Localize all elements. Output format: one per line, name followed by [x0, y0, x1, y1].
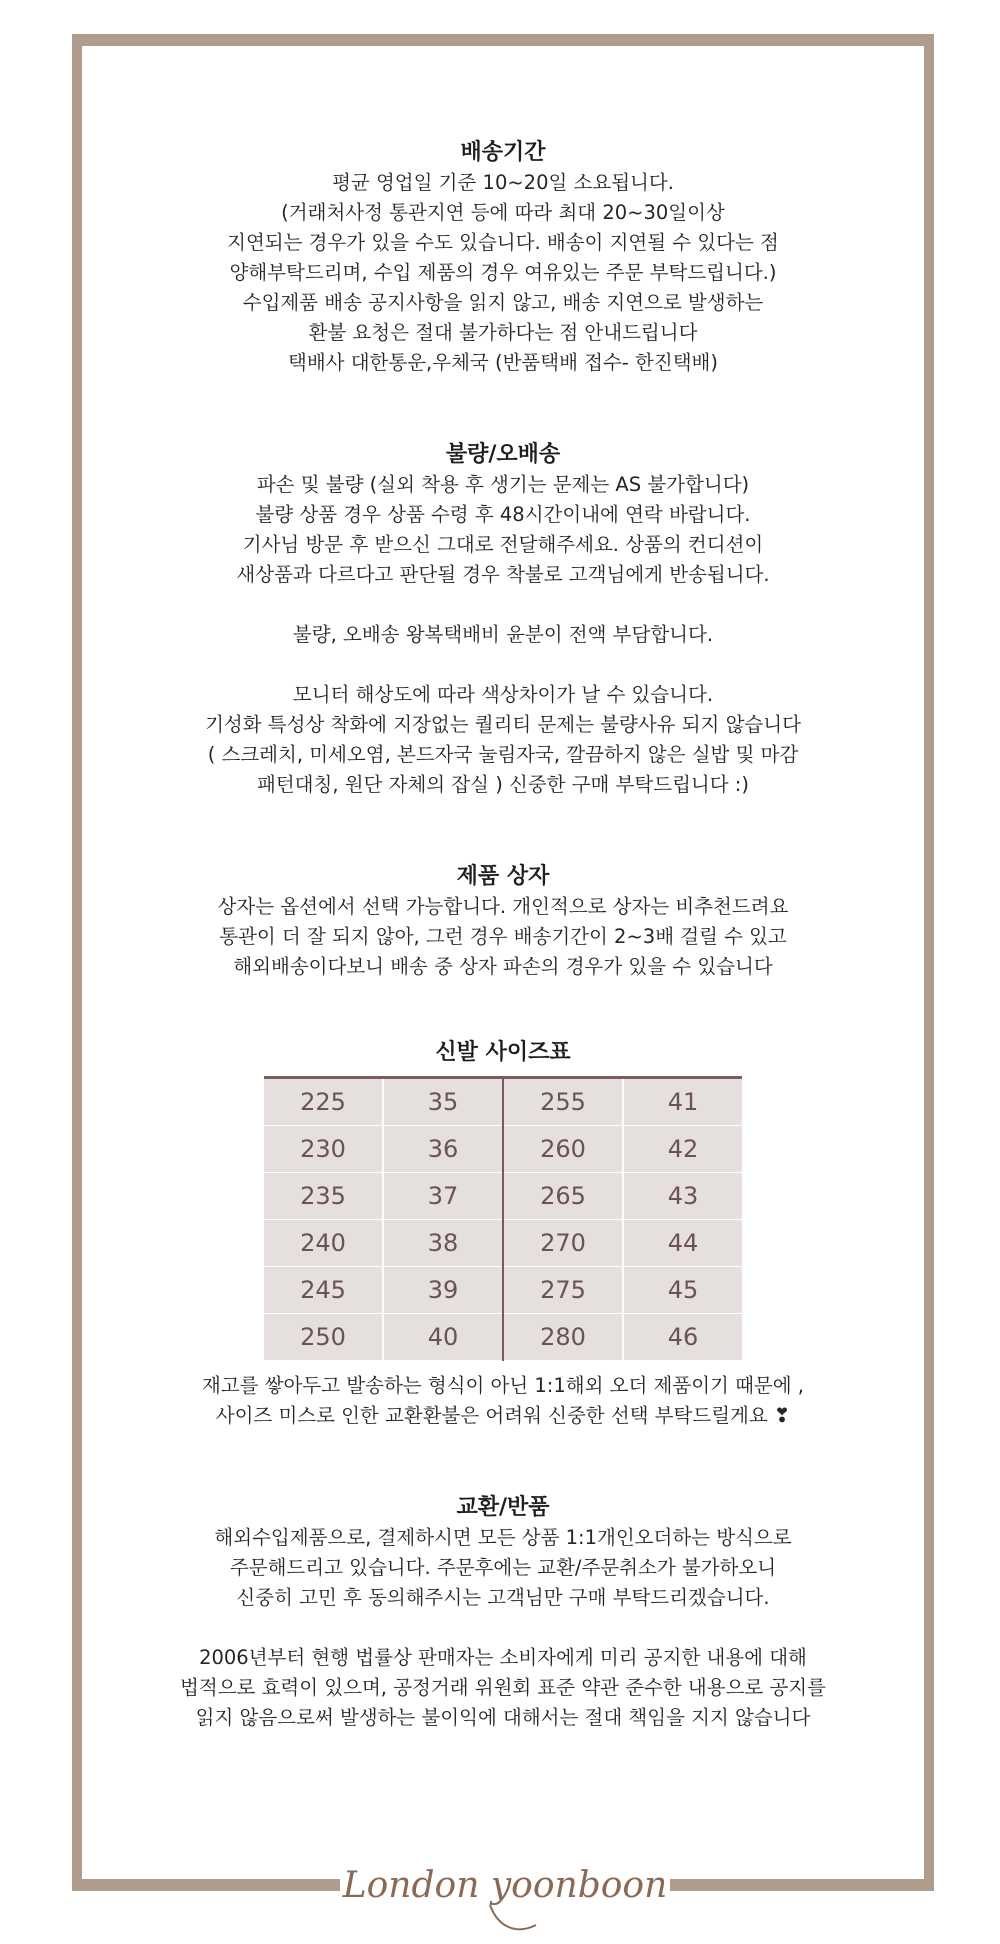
defect-section [82, 440, 924, 800]
size-row [264, 1220, 742, 1267]
size-row [264, 1314, 742, 1361]
defect-line: 기사님 방문 후 받으신 그대로 전달해주세요. 상품의 컨디션이 [242, 533, 764, 556]
box-line: 상자는 옵션에서 선택 가능합니다. 개인적으로 상자는 비추천드려요 [217, 895, 789, 918]
size-cell-kr: 265 [503, 1173, 623, 1220]
size-cell-eu: 35 [383, 1078, 503, 1126]
size-cell-eu: 45 [623, 1267, 742, 1314]
shipping-line: (거래처사정 통관지연 등에 따라 최대 20~30일이상 [281, 201, 725, 224]
frame-bottom-line-right [670, 1879, 934, 1891]
size-cell-eu: 39 [383, 1267, 503, 1314]
shipping-line: 환불 요청은 절대 불가하다는 점 안내드립니다 [308, 321, 698, 344]
exchange-section [82, 1493, 924, 1733]
size-cell-eu: 37 [383, 1173, 503, 1220]
defect-line: 파손 및 불량 (실외 착용 후 생기는 문제는 AS 불가합니다) [256, 473, 750, 496]
frame-bottom-line-left [72, 1879, 340, 1891]
size-cell-kr: 270 [503, 1220, 623, 1267]
box-title: 제품 상자 [456, 864, 550, 889]
size-cell-kr: 280 [503, 1314, 623, 1361]
exchange-line: 주문해드리고 있습니다. 주문후에는 교환/주문취소가 불가하오니 [229, 1556, 777, 1579]
defect-note-line: ( 스크레치, 미세오염, 본드자국 눌림자국, 깔끔하지 않은 실밥 및 마감 [207, 743, 799, 766]
box-section [82, 862, 924, 982]
shipping-title: 배송기간 [460, 140, 546, 165]
legal-notice-line: 읽지 않음으로써 발생하는 불이익에 대해서는 절대 책임을 지지 않습니다 [195, 1706, 811, 1729]
size-cell-eu: 40 [383, 1314, 503, 1361]
exchange-title: 교환/반품 [456, 1495, 550, 1520]
exchange-line: 해외수입제품으로, 결제하시면 모든 상품 1:1개인오더하는 방식으로 [214, 1526, 792, 1549]
brand-signature-logo [340, 1845, 670, 1940]
size-note-line: 사이즈 미스로 인한 교환환불은 어려워 신중한 선택 부탁드릴게요 ❣ [215, 1404, 791, 1427]
defect-note-line: 패턴대칭, 원단 자체의 잡실 ) 신중한 구매 부탁드립니다 :) [257, 773, 749, 796]
box-line: 해외배송이다보니 배송 중 상자 파손의 경우가 있을 수 있습니다 [233, 955, 773, 978]
shipping-line: 택배사 대한통운,우체국 (반품택배 접수- 한진택배) [288, 351, 718, 374]
defect-note-line: 모니터 해상도에 따라 색상차이가 날 수 있습니다. [292, 683, 714, 706]
size-cell-eu: 44 [623, 1220, 742, 1267]
shipping-line: 평균 영업일 기준 10~20일 소요됩니다. [332, 171, 674, 194]
size-note-line: 재고를 쌓아두고 발송하는 형식이 아닌 1:1해외 오더 제품이기 때문에 , [202, 1374, 804, 1397]
legal-notice-line: 2006년부터 현행 법률상 판매자는 소비자에게 미리 공지한 내용에 대해 [199, 1646, 807, 1669]
size-cell-eu: 43 [623, 1173, 742, 1220]
shipping-section [82, 138, 924, 378]
size-cell-kr: 235 [264, 1173, 383, 1220]
shipping-line: 양해부탁드리며, 수입 제품의 경우 여유있는 주문 부탁드립니다.) [229, 261, 777, 284]
signature-flourish [490, 1905, 536, 1929]
size-cell-kr: 245 [264, 1267, 383, 1314]
size-cell-eu: 46 [623, 1314, 742, 1361]
size-cell-eu: 36 [383, 1126, 503, 1173]
size-row [264, 1078, 742, 1126]
defect-title: 불량/오배송 [445, 442, 561, 467]
size-chart-title: 신발 사이즈표 [435, 1040, 571, 1065]
size-cell-kr: 255 [503, 1078, 623, 1126]
size-cell-eu: 41 [623, 1078, 742, 1126]
size-cell-kr: 275 [503, 1267, 623, 1314]
defect-line: 불량 상품 경우 상품 수령 후 48시간이내에 연락 바랍니다. [255, 503, 751, 526]
shipping-line: 지연되는 경우가 있을 수도 있습니다. 배송이 지연될 수 있다는 점 [227, 231, 779, 254]
size-row [264, 1126, 742, 1173]
legal-notice-line: 법적으로 효력이 있으며, 공정거래 위원회 표준 약관 준수한 내용으로 공지를 [180, 1676, 826, 1699]
size-cell-kr: 250 [264, 1314, 383, 1361]
size-section [82, 1038, 924, 1431]
size-cell-eu: 38 [383, 1220, 503, 1267]
notice-content [82, 46, 924, 1733]
shipping-line: 수입제품 배송 공지사항을 읽지 않고, 배송 지연으로 발생하는 [242, 291, 764, 314]
size-cell-kr: 240 [264, 1220, 383, 1267]
defect-line: 새상품과 다르다고 판단될 경우 착불로 고객님에게 반송됩니다. [236, 563, 770, 586]
box-line: 통관이 더 잘 되지 않아, 그런 경우 배송기간이 2~3배 걸릴 수 있고 [219, 925, 787, 948]
size-cell-kr: 260 [503, 1126, 623, 1173]
size-cell-kr: 230 [264, 1126, 383, 1173]
signature-text: London yoonboon [342, 1865, 668, 1906]
size-row [264, 1267, 742, 1314]
defect-note-line: 기성화 특성상 착화에 지장없는 퀄리티 문제는 불량사유 되지 않습니다 [205, 713, 801, 736]
exchange-line: 신중히 고민 후 동의해주시는 고객님만 구매 부탁드리겠습니다. [236, 1586, 770, 1609]
defect-shipping-cost-line: 불량, 오배송 왕복택배비 윤분이 전액 부담합니다. [292, 623, 714, 646]
size-cell-kr: 225 [264, 1078, 383, 1126]
size-row [264, 1173, 742, 1220]
size-cell-eu: 42 [623, 1126, 742, 1173]
size-chart-table [264, 1076, 742, 1361]
